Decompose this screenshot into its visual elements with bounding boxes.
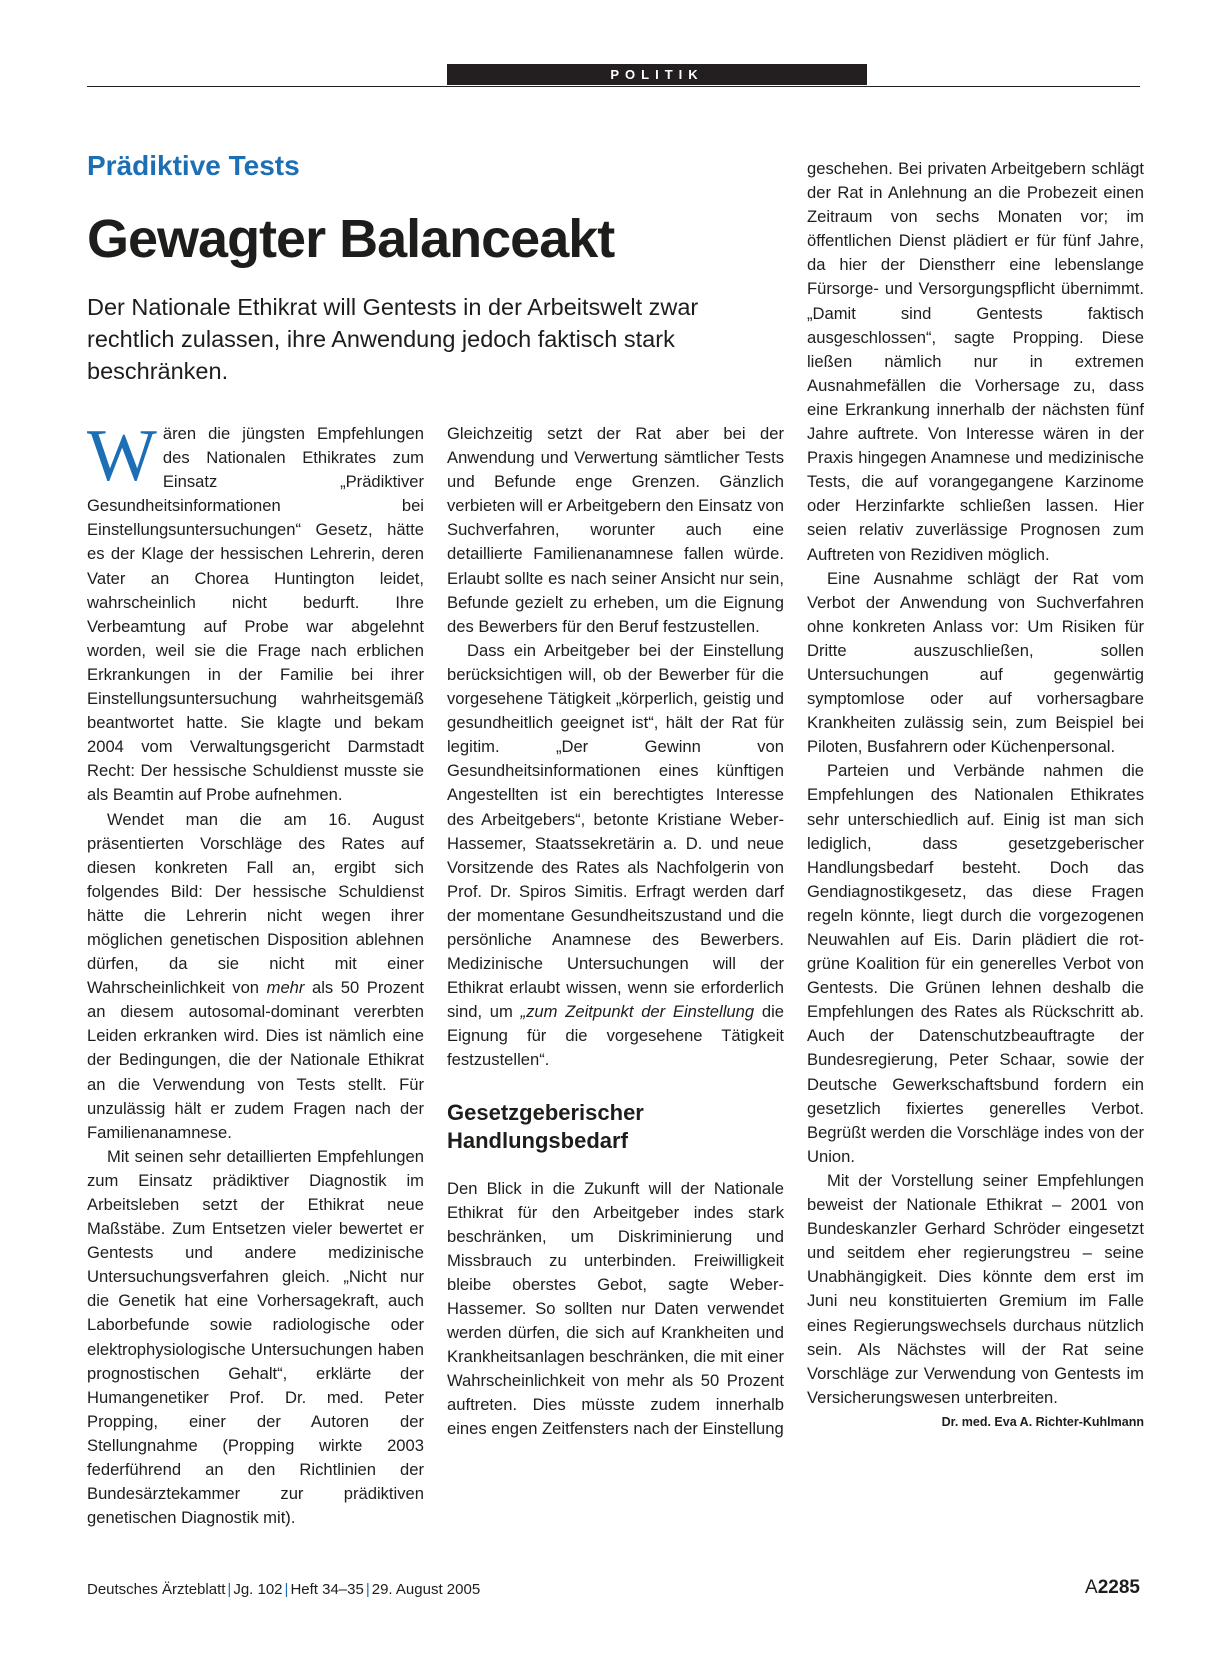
paragraph	[87, 808, 424, 1145]
paragraph-text: als 50 Prozent an diesem autosomal-dominant vererbten Leiden erkranken wird. Dies ist nämlich eine der Bedingungen, die der Nationale Ethikrat an die Verwendung von Tests stellt. Für unzulässig hält er zudem Fragen nach der Familienanamnese.	[87, 978, 424, 1142]
paragraph: Gleichzeitig setzt der Rat aber bei der Anwendung und Verwertung sämtlicher Tests und Befunde enge Grenzen. Gänzlich verbieten will er Arbeitgebern den Einsatz von Suchverfahren, worunter auch eine detaillierte Familienanamnese fallen würde. Erlaubt sollte es nach seiner Ansicht nur sein, Befunde gezielt zu erheben, um die Eignung des Bewerbers für den Beruf festzustellen.	[447, 424, 784, 636]
drop-cap: W	[87, 415, 157, 497]
section-label: POLITIK	[447, 64, 867, 85]
footer-separator: |	[227, 1581, 232, 1598]
issue-date: 29. August 2005	[371, 1581, 481, 1598]
page-number: 2285	[1097, 1577, 1140, 1598]
paragraph	[447, 639, 784, 1073]
article-kicker: Prädiktive Tests	[87, 150, 300, 181]
text-column-2	[447, 422, 784, 1442]
paragraph-text: Dass ein Arbeitgeber bei der Einstellung berücksichtigen will, ob der Bewerber für die vorgesehene Tätigkeit „körperlich, geistig und gesundheitlich geeignet ist“, hält der Rat für legitim. „Der Gewinn von Gesundheitsinformationen eines künftigen Angestellten ist ein berechtigtes Interesse des Arbeitgebers“, betonte Kristiane Weber-Hassemer, Staatssekretärin a. D. und neue Vorsitzende des Rates als Nachfolgerin von Prof. Dr. Spiros Simitis. Erfragt werden darf der momentane Gesundheitszustand und die persönliche Anamnese des Bewerbers. Medizinische Untersuchungen will der Ethikrat erlaubt wissen, wenn sie erforderlich sind, um	[447, 640, 784, 1022]
paragraph	[87, 415, 424, 808]
journal-issue: Heft 34–35	[290, 1581, 364, 1598]
paragraph: geschehen. Bei privaten Arbeitgebern schlägt der Rat in Anlehnung an die Probezeit einen Zeitraum von sechs Monaten vor; im öffentlichen Dienst plädiert er für fünf Jahre, da hier der Dienstherr eine lebenslange Fürsorge- und Versorgungspflicht übernimmt. „Damit sind Gentests faktisch ausgeschlossen“, sagte Propping. Diese ließen nämlich nur in extremen Ausnahmefällen die Vorhersage zu, dass eine Erkrankung innerhalb der nächsten fünf Jahre auftrete. Von Interesse wären in der Praxis hingegen Anamnese und medizinische Tests, die auf vorangegangene Karzinome oder Herzinfarkte schließen lassen. Hier seien relativ zuverlässige Prognosen zum Auftreten von Rezidiven möglich.	[807, 159, 1144, 564]
article-title: Gewagter Balanceakt	[87, 209, 615, 269]
paragraph: Den Blick in die Zukunft will der Nationale Ethikrat für den Arbeitgeber indes stark beschränken, um Diskriminierung und Missbrauch zu unterbinden. Freiwilligkeit bleibe oberstes Gebot, sagte Weber-Hassemer. So sollten nur Daten verwendet werden dürfen, die sich auf Krankheiten und Krankheitsanlagen beschränken, die mit einer Wahrscheinlichkeit von mehr als 50 Prozent auftreten. Dies müsste zudem innerhalb eines engen Zeitfensters nach der Einstellung	[447, 1178, 784, 1439]
text-column-3	[807, 157, 1144, 1434]
journal-name: Deutsches Ärzteblatt	[87, 1581, 226, 1598]
page-number-block	[1085, 1577, 1140, 1599]
footer-separator: |	[284, 1581, 289, 1598]
paragraph-text: Wendet man die am 16. August präsentierten Vorschläge des Rates auf diesen konkreten Fall an, ergibt sich folgendes Bild: Der hessische Schuldienst hätte die Lehrerin nicht wegen ihrer möglichen genetischen Disposition ablehnen dürfen, da sie nicht mit einer Wahrscheinlichkeit von	[87, 809, 424, 998]
emphasis-text: „zum Zeitpunkt der Einstellung	[520, 1002, 755, 1022]
page-footer	[87, 1577, 1140, 1598]
paragraph: Mit seinen sehr detaillierten Empfehlungen zum Einsatz prädiktiver Diagnostik im Arbeitsleben setzt der Ethikrat neue Maßstäbe. Zum Entsetzen vieler bewertet er Gentests und andere medizinische Untersuchungsverfahren gleich. „Nicht nur die Genetik hat eine Vorhersagekraft, auch Laborbefunde sowie radiologische oder elektrophysiologische Untersuchungen haben prognostischen Gehalt“, erklärte der Humangenetiker Prof. Dr. med. Peter Propping, einer der Autoren der Stellungnahme (Propping wirkte 2003 federführend an den Richtlinien der Bundesärztekammer zur prädiktiven genetischen Diagnostik mit).	[87, 1146, 424, 1528]
article-lead: Der Nationale Ethikrat will Gentests in der Arbeitswelt zwar rechtlich zulassen, ihre Anwendung jedoch faktisch stark beschränken.	[87, 294, 699, 384]
paragraph: Parteien und Verbände nahmen die Empfehlungen des Nationalen Ethikrates sehr unterschiedlich auf. Einig ist man sich lediglich, dass gesetzgeberischer Handlungsbedarf besteht. Doch das Gendiagnostikgesetz, das diese Fragen regeln könnte, liegt durch die vorgezogenen Neuwahlen auf Eis. Darin plädiert die rot-grüne Koalition für ein generelles Verbot von Gentests. Die Grünen lehnen deshalb die Empfehlungen des Rates als Rückschritt ab. Auch der Datenschutzbeauftragte der Bundesregierung, Peter Schaar, sowie der Deutsche Gewerkschaftsbund fordern ein gesetzlich fixiertes generelles Verbot. Begrüßt werden die Vorschläge indes von der Union.	[807, 761, 1144, 1166]
author-byline: Dr. med. Eva A. Richter-Kuhlmann	[941, 1414, 1144, 1429]
paragraph-text: Mit der Vorstellung seiner Empfehlungen beweist der Nationale Ethikrat – 2001 von Bundeskanzler Gerhard Schröder eingesetzt und seitdem eher regierungstreu – seine Unabhängigkeit. Dies könnte dem erst im Juni neu konstituierten Gremium im Falle eines Regierungswechsels durchaus nützlich sein. Als Nächstes will der Rat seine Vorschläge zur Verwendung von Gentests im Versicherungswesen unterbreiten.	[807, 1170, 1144, 1407]
journal-volume: Jg. 102	[233, 1581, 283, 1598]
footer-separator: |	[365, 1581, 370, 1598]
emphasis-text: mehr	[266, 978, 305, 998]
text-column-1	[87, 415, 424, 1530]
page-prefix: A	[1085, 1577, 1098, 1598]
paragraph-text: die Eignung für die vorgesehene Tätigkeit festzustellen“.	[447, 1002, 784, 1070]
paragraph	[807, 1169, 1144, 1429]
paragraph-text: ären die jüngsten Empfehlungen des Nationalen Ethikrates zum Einsatz „Prädiktiver Gesundheitsinformationen bei Einstellungsuntersuchungen“ Gesetz, hätte es der Klage der hessischen Lehrerin, deren Vater an Chorea Huntington leidet, wahrscheinlich nicht bedurft. Ihre Verbeamtung auf Probe war abgelehnt worden, weil sie die Frage nach erblichen Erkrankungen in der Familie bei ihrer Einstellungsuntersuchung wahrheitsgemäß beantwortet hatte. Sie klagte und bekam 2004 vom Verwaltungsgericht Darmstadt Recht: Der hessische Schuldienst musste sie als Beamtin auf Probe aufnehmen.	[87, 424, 424, 805]
subheading: Gesetzgeberischer Handlungsbedarf	[447, 1099, 644, 1153]
section-header-rule	[87, 64, 1140, 87]
paragraph: Eine Ausnahme schlägt der Rat vom Verbot der Anwendung von Suchverfahren ohne konkreten Anlass vor: Um Risiken für Dritte auszuschließen, sollen Untersuchungen auf gegenwärtig symptomlose oder auf vorhersagbare Krankheiten zulässig sein, zum Beispiel bei Piloten, Busfahrern oder Küchenpersonal.	[807, 568, 1144, 757]
